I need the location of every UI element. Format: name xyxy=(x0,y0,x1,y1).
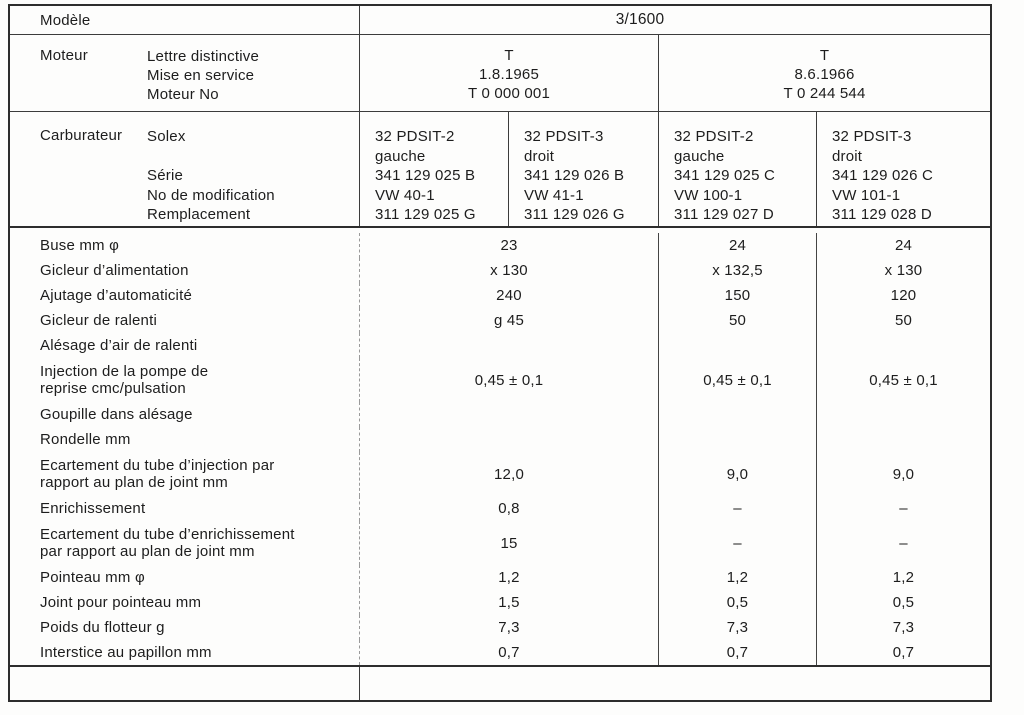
spec-value-cell xyxy=(360,565,658,590)
spec-value: 120 xyxy=(890,287,917,304)
row-empty-footer xyxy=(10,667,990,700)
spec-value: – xyxy=(899,534,908,552)
spec-value-cell xyxy=(360,283,658,308)
modele-value: 3/1600 xyxy=(615,11,665,28)
spec-rows-section xyxy=(10,228,990,667)
engine-moteur_no: T 0 244 544 xyxy=(783,85,866,102)
spec-row-label-line: par rapport au plan de joint mm xyxy=(40,543,255,560)
moteur-sublabel: Lettre distinctive xyxy=(147,48,259,65)
spec-value-cell xyxy=(816,283,990,308)
spec-row xyxy=(10,427,990,452)
spec-value-cell xyxy=(658,615,816,640)
spec-row-label-line: Ecartement du tube d’injection par xyxy=(40,456,275,474)
moteur-label: Moteur xyxy=(40,47,88,64)
spec-value-cell xyxy=(816,452,990,496)
carb-serie: 341 129 026 B xyxy=(524,167,625,184)
spec-row-label-line: Alésage d’air de ralenti xyxy=(40,336,198,354)
spec-value: 1,2 xyxy=(726,569,749,586)
carb-no_modification: VW 41-1 xyxy=(524,186,584,204)
moteur-values xyxy=(360,35,990,111)
spec-value-cell xyxy=(816,521,990,565)
spec-value: x 130 xyxy=(884,262,923,279)
spec-value-cell xyxy=(360,358,658,402)
spec-row-label xyxy=(10,283,360,308)
spec-value: 0,45 ± 0,1 xyxy=(703,371,772,389)
spec-value-cell xyxy=(360,427,658,452)
spec-row-label xyxy=(10,233,360,258)
carburateur-label-cell xyxy=(10,112,360,226)
spec-value-cell xyxy=(658,640,816,665)
carb-serie: 341 129 026 C xyxy=(832,167,934,184)
row-carburateur xyxy=(10,112,990,228)
spec-value-cell xyxy=(658,402,816,427)
engine-mise_en_service: 8.6.1966 xyxy=(794,66,855,83)
carb-remplacement: 311 129 027 D xyxy=(674,206,774,223)
carb-no_modification: VW 100-1 xyxy=(674,186,743,204)
spec-value: – xyxy=(733,534,742,552)
carburetor-columns xyxy=(360,112,990,226)
spec-value: 0,45 ± 0,1 xyxy=(869,371,938,389)
moteur-sublabels xyxy=(147,47,259,111)
spec-row-label-line: Rondelle mm xyxy=(40,430,131,448)
spec-value: 0,8 xyxy=(498,500,520,517)
spec-row-label-line: Pointeau mm φ xyxy=(40,568,145,586)
spec-value: 0,7 xyxy=(726,644,749,661)
spec-value-cell xyxy=(360,308,658,333)
carb-no_modification: VW 40-1 xyxy=(375,186,435,204)
spec-row-label xyxy=(10,452,360,496)
spec-value: 0,45 ± 0,1 xyxy=(474,371,544,389)
carb-type: 32 PDSIT-2 xyxy=(375,128,455,145)
spec-row-label-line: Injection de la pompe de xyxy=(40,362,209,380)
spec-value-cell xyxy=(816,358,990,402)
carb-remplacement: 311 129 028 D xyxy=(832,206,932,223)
carb-cote: gauche xyxy=(375,147,426,165)
engine-mise_en_service: 1.8.1965 xyxy=(479,66,539,83)
spec-row-label-line: Goupille dans alésage xyxy=(40,405,193,423)
spec-row xyxy=(10,615,990,640)
spec-row xyxy=(10,452,990,496)
spec-value-cell xyxy=(816,590,990,615)
carb-sublabel-serie: Série xyxy=(147,167,184,184)
spec-value-cell xyxy=(658,590,816,615)
spec-row-label-line: rapport au plan de joint mm xyxy=(40,474,229,491)
spec-value-cell xyxy=(658,565,816,590)
spec-row-label-line: Ajutage d’automaticité xyxy=(40,286,192,304)
carb-sublabel-spacer xyxy=(147,147,275,167)
engine-lettre: T xyxy=(819,47,830,64)
carb-serie: 341 129 025 B xyxy=(375,167,476,184)
spec-row xyxy=(10,308,990,333)
spec-value-cell xyxy=(360,496,658,521)
moteur-label-cell xyxy=(10,35,360,111)
empty-footer-label-cell xyxy=(10,667,360,700)
carburetor-column xyxy=(816,112,990,226)
spec-row-label xyxy=(10,615,360,640)
spec-value-cell xyxy=(658,308,816,333)
carb-sublabel-solex: Solex xyxy=(147,128,186,145)
spec-value-cell xyxy=(658,521,816,565)
spec-row xyxy=(10,640,990,665)
spec-value-cell xyxy=(816,496,990,521)
spec-value-cell xyxy=(816,565,990,590)
spec-row-label-line: Gicleur de ralenti xyxy=(40,311,157,329)
carburetor-column xyxy=(508,112,658,226)
spec-value: 7,3 xyxy=(726,619,749,636)
carb-serie: 341 129 025 C xyxy=(674,167,776,184)
spec-value: 50 xyxy=(894,312,913,329)
spec-value-cell xyxy=(816,333,990,358)
carb-sublabel-modification: No de modification xyxy=(147,186,275,204)
spec-value-cell xyxy=(360,640,658,665)
spec-value: 7,3 xyxy=(498,619,520,636)
spec-value: 9,0 xyxy=(726,465,749,483)
spec-value-cell xyxy=(360,521,658,565)
spec-row-label-line: Ecartement du tube d’enrichissement xyxy=(40,525,295,543)
spec-value-cell xyxy=(816,308,990,333)
spec-value: 7,3 xyxy=(892,619,915,636)
spec-row-label-line: Interstice au papillon mm xyxy=(40,643,212,661)
carb-type: 32 PDSIT-3 xyxy=(524,128,604,145)
spec-row-label xyxy=(10,590,360,615)
spec-value-cell xyxy=(816,427,990,452)
carb-remplacement: 311 129 025 G xyxy=(375,206,476,223)
spec-row xyxy=(10,283,990,308)
spec-row xyxy=(10,565,990,590)
spec-value-cell xyxy=(658,358,816,402)
engine-moteur_no: T 0 000 001 xyxy=(468,85,550,102)
carb-cote: droit xyxy=(832,147,863,165)
spec-value-cell xyxy=(658,333,816,358)
spec-value: 24 xyxy=(728,237,747,254)
carb-sublabel-remplacement: Remplacement xyxy=(147,206,251,223)
spec-row-label xyxy=(10,333,360,358)
spec-row-label xyxy=(10,258,360,283)
spec-value: 1,2 xyxy=(892,569,915,586)
spec-value-cell xyxy=(816,640,990,665)
carburateur-sublabels xyxy=(147,127,275,226)
spec-value-cell xyxy=(360,590,658,615)
spec-row-label-line: Poids du flotteur g xyxy=(40,618,165,636)
spec-value: 24 xyxy=(894,237,913,254)
carburetor-column xyxy=(360,112,508,226)
spec-value: x 130 xyxy=(490,262,528,279)
spec-value: 0,7 xyxy=(892,644,915,661)
spec-row-label-line: Buse mm φ xyxy=(40,236,120,254)
spec-row-label-line: reprise cmc/pulsation xyxy=(40,380,186,397)
spec-row-label xyxy=(10,402,360,427)
spec-row-label xyxy=(10,358,360,402)
spec-value-cell xyxy=(816,615,990,640)
spec-value: 240 xyxy=(496,287,522,304)
spec-value: 0,7 xyxy=(498,644,520,661)
spec-value: 0,5 xyxy=(726,594,749,611)
spec-value: 9,0 xyxy=(892,465,915,483)
moteur-sublabel: Mise en service xyxy=(147,67,255,84)
spec-value: – xyxy=(899,500,908,517)
spec-row-label-line: Gicleur d’alimentation xyxy=(40,261,189,279)
engine-block xyxy=(658,35,990,111)
spec-value-cell xyxy=(816,402,990,427)
engine-block xyxy=(360,35,658,111)
modele-label-cell xyxy=(10,6,360,34)
carb-no_modification: VW 101-1 xyxy=(832,186,901,204)
spec-value-cell xyxy=(658,496,816,521)
spec-value: g 45 xyxy=(494,312,524,329)
carb-type: 32 PDSIT-3 xyxy=(832,128,912,145)
carb-cote: gauche xyxy=(674,147,725,165)
spec-row-label-line: Joint pour pointeau mm xyxy=(40,593,202,611)
spec-value-cell xyxy=(360,258,658,283)
carburetor-column xyxy=(658,112,816,226)
spec-value-cell xyxy=(658,283,816,308)
spec-value: 1,2 xyxy=(498,569,520,586)
moteur-sublabel: Moteur No xyxy=(147,86,219,103)
spec-value-cell xyxy=(360,615,658,640)
carb-type: 32 PDSIT-2 xyxy=(674,128,754,145)
spec-value: 23 xyxy=(500,237,518,254)
engine-lettre: T xyxy=(504,47,514,64)
carburateur-label: Carburateur xyxy=(40,127,123,144)
row-moteur xyxy=(10,35,990,112)
spec-row-label xyxy=(10,640,360,665)
spec-row-label xyxy=(10,521,360,565)
spec-value: – xyxy=(733,500,742,517)
spec-value-cell xyxy=(658,258,816,283)
spec-row xyxy=(10,496,990,521)
spec-value: 12,0 xyxy=(494,465,524,483)
spec-row-label xyxy=(10,427,360,452)
spec-value: 15 xyxy=(500,534,518,552)
spec-value-cell xyxy=(816,233,990,258)
spec-value-cell xyxy=(816,258,990,283)
spec-row-label xyxy=(10,565,360,590)
spec-row-label xyxy=(10,496,360,521)
spec-row xyxy=(10,590,990,615)
carb-cote: droit xyxy=(524,147,555,165)
spec-value: 50 xyxy=(728,312,747,329)
row-modele xyxy=(10,6,990,35)
spec-row xyxy=(10,521,990,565)
carburetor-spec-table xyxy=(8,4,992,702)
spec-row-label xyxy=(10,308,360,333)
spec-row xyxy=(10,333,990,358)
spec-value-cell xyxy=(360,333,658,358)
spec-value-cell xyxy=(658,233,816,258)
spec-value: 150 xyxy=(724,287,751,304)
carb-remplacement: 311 129 026 G xyxy=(524,206,625,223)
modele-label: Modèle xyxy=(40,11,91,29)
spec-value-cell xyxy=(658,452,816,496)
empty-footer-value-cell xyxy=(360,667,990,700)
spec-row xyxy=(10,233,990,258)
spec-row xyxy=(10,402,990,427)
spec-value-cell xyxy=(360,402,658,427)
spec-row xyxy=(10,258,990,283)
spec-value-cell xyxy=(360,452,658,496)
spec-row-label-line: Enrichissement xyxy=(40,499,146,517)
spec-value: 0,5 xyxy=(892,594,915,611)
spec-value: x 132,5 xyxy=(712,262,763,279)
spec-row xyxy=(10,358,990,402)
spec-value: 1,5 xyxy=(498,594,520,611)
spec-value-cell xyxy=(658,427,816,452)
spec-value-cell xyxy=(360,233,658,258)
